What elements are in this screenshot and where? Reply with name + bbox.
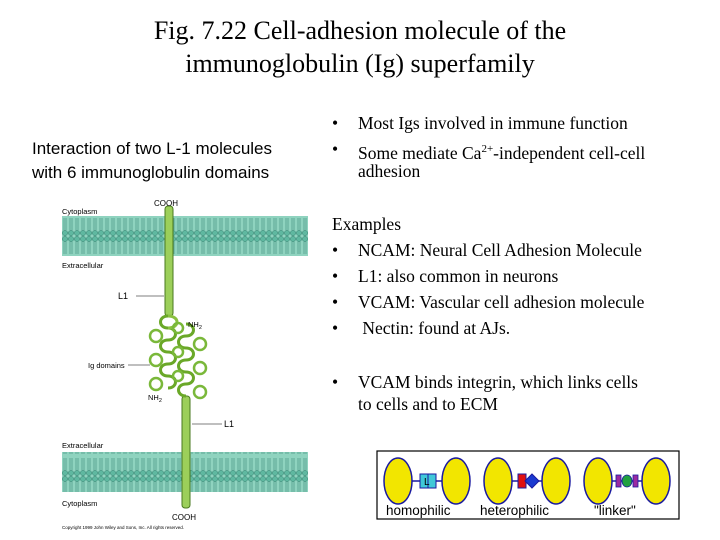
- slide-title: [0, 14, 720, 80]
- homophilic-box-label: L: [424, 477, 430, 488]
- top-ig-domains: [161, 316, 178, 388]
- top-membrane: [62, 216, 308, 256]
- extracellular-bottom-label: Extracellular: [62, 441, 104, 450]
- label-linker: "linker": [594, 503, 636, 518]
- examples-heading: Examples: [332, 214, 402, 234]
- linker-green-center: [622, 475, 632, 487]
- extracellular-top-label: Extracellular: [62, 261, 104, 270]
- copyright-label: Copyright 1999 John Wiley and Sons, Inc. All rights reserved.: [62, 525, 185, 530]
- l1-top-label: L1: [118, 291, 129, 301]
- l1-membrane-figure: [56, 196, 314, 532]
- bottom-cooh-label: COOH: [172, 513, 196, 522]
- label-homophilic: homophilic: [386, 503, 451, 518]
- caption-line-2: with 6 immunoglobulin domains: [32, 163, 270, 182]
- title-line-1: Fig. 7.22 Cell-adhesion molecule of the: [153, 16, 567, 45]
- cytoplasm-bottom-label: Cytoplasm: [62, 499, 98, 508]
- label-heterophilic: heterophilic: [480, 503, 550, 518]
- top-l1-stalk: [165, 206, 173, 316]
- caption-line-1: Interaction of two L-1 molecules: [32, 139, 273, 158]
- top-cooh-label: COOH: [154, 199, 178, 208]
- bullet-vcam-binds-line2: to cells and to ECM: [358, 394, 498, 414]
- bullet-some-mediate-line2: adhesion: [358, 161, 421, 181]
- linker-purple-left: [616, 475, 621, 487]
- title-line-2: immunoglobulin (Ig) superfamily: [185, 49, 535, 78]
- l1-bottom-label: L1: [224, 419, 235, 429]
- nh2-bottom-label: $NH_2$: [148, 393, 162, 404]
- bottom-ig-domains: [179, 324, 194, 396]
- linker-purple-right: [633, 475, 638, 487]
- ig-domains-label: Ig domains: [88, 361, 125, 370]
- figure-caption: [32, 137, 272, 185]
- cytoplasm-top-label: Cytoplasm: [62, 207, 98, 216]
- bottom-l1-stalk: [182, 396, 190, 508]
- nh2-top-label: $NH_2$: [188, 320, 202, 331]
- adhesion-binding-figure: [376, 450, 680, 522]
